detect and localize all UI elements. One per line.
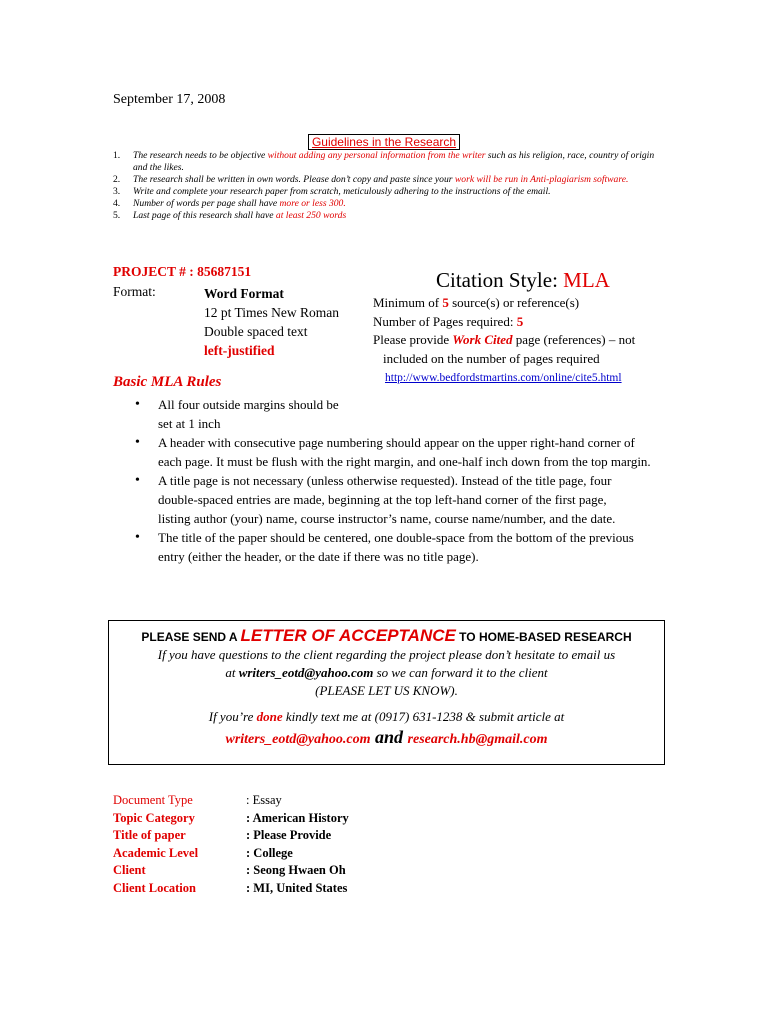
- guideline-number: 5.: [113, 210, 121, 221]
- detail-row: [113, 792, 349, 810]
- mla-rule: • All four outside margins should be set at 1 inch: [135, 395, 350, 433]
- questions-suffix: so we can forward it to the client: [373, 665, 548, 680]
- guideline-text: The research shall be written in own words. Please don’t copy and paste since your: [133, 174, 455, 185]
- guideline-item: [113, 174, 658, 186]
- mla-rule: • The title of the paper should be centered, one double-space from the bottom of the previous entry (either the header, or the date if there was no title page).: [135, 528, 660, 566]
- submit-email-1: writers_eotd@yahoo.com: [225, 732, 371, 747]
- done-prefix: If you’re: [208, 709, 257, 724]
- format-font: 12 pt Times New Roman: [204, 305, 340, 320]
- detail-label: Document Type: [113, 793, 193, 807]
- min-sources-value: 5: [442, 295, 449, 310]
- detail-value: : American History: [246, 810, 349, 825]
- guideline-text: Write and complete your research paper from scratch, meticulously adhering to the instructions of the email.: [133, 186, 551, 197]
- detail-label: Client: [113, 863, 146, 877]
- mla-rules-title: Basic MLA Rules: [113, 374, 222, 390]
- citation-requirements: [373, 294, 693, 388]
- done-suffix: kindly text me at (0917) 631-1238 & submit article at: [282, 709, 565, 724]
- detail-label: Title of paper: [113, 828, 186, 842]
- acceptance-suffix: TO HOME-BASED RESEARCH: [455, 630, 632, 644]
- min-sources-suffix: source(s) or reference(s): [448, 295, 580, 310]
- done-word: done: [256, 709, 283, 724]
- done-note: [109, 709, 664, 725]
- guideline-highlight: without adding any personal information from the writer: [267, 150, 486, 161]
- pages-required-label: Number of Pages required:: [373, 313, 517, 329]
- guideline-number: 1.: [113, 150, 121, 161]
- detail-row: [113, 880, 349, 898]
- guideline-text: Number of words per page shall have: [133, 198, 280, 209]
- pages-required: [373, 313, 693, 332]
- guideline-number: 3.: [113, 186, 121, 197]
- submit-email-2: research.hb@gmail.com: [407, 732, 548, 747]
- guidelines-title: Guidelines in the Research: [308, 134, 460, 150]
- mla-rule: • A title page is not necessary (unless otherwise requested). Instead of the title page, four double-spaced entries are made, beginning at the top left-hand corner of the first page, listing author (your) name, course instructor’s name, course name/number, and the date.: [135, 471, 630, 528]
- detail-label: Client Location: [113, 880, 196, 895]
- detail-label: Academic Level: [113, 845, 199, 860]
- min-sources-label: Minimum of: [373, 295, 443, 310]
- guideline-highlight: at least 250 words: [275, 210, 347, 221]
- citation-guide-link[interactable]: http://www.bedfordstmartins.com/online/cite5.html: [385, 372, 622, 384]
- guideline-number: 2.: [113, 174, 121, 185]
- min-sources: [373, 294, 693, 313]
- guideline-number: 4.: [113, 198, 121, 209]
- submit-emails: [109, 727, 664, 748]
- format-values: [204, 284, 339, 360]
- format-justify: left-justified: [204, 343, 275, 358]
- guideline-highlight: more or less 300.: [279, 198, 346, 209]
- detail-row: [113, 827, 349, 845]
- guideline-item: [113, 186, 658, 198]
- work-cited-suffix: page (references) – not: [512, 332, 636, 347]
- detail-label: Topic Category: [113, 810, 195, 825]
- acceptance-prefix: PLEASE SEND A: [141, 630, 241, 644]
- questions-line: If you have questions to the client regarding the project please don’t hesitate to email us: [157, 647, 616, 662]
- work-cited-note-line2: included on the number of pages required: [383, 350, 600, 366]
- acceptance-notice-box: [108, 620, 665, 765]
- work-cited-note: [373, 331, 693, 350]
- guideline-text: The research needs to be objective: [133, 150, 268, 161]
- pages-required-value: 5: [516, 313, 524, 329]
- detail-row: [113, 810, 349, 828]
- guideline-item: [113, 150, 658, 174]
- letter-of-acceptance: LETTER OF ACCEPTANCE: [240, 626, 456, 645]
- format-label: Format:: [113, 284, 156, 299]
- detail-value: : MI, United States: [246, 880, 348, 895]
- questions-let-us-know: (PLEASE LET US KNOW).: [315, 683, 458, 698]
- project-number: PROJECT # : 85687151: [113, 264, 252, 279]
- detail-value: : Seong Hwaen Oh: [246, 863, 346, 877]
- questions-note: [109, 646, 664, 700]
- work-cited-prefix: Please provide: [373, 332, 453, 347]
- guideline-highlight: work will be run in Anti-plagiarism software.: [454, 174, 629, 185]
- detail-row: [113, 845, 349, 863]
- document-details: [113, 792, 349, 897]
- and-text: and: [370, 727, 408, 747]
- guidelines-list: [113, 150, 658, 222]
- mla-rule: • A header with consecutive page numbering should appear on the upper right-hand corner of each page. It must be flush with the right margin, and one-half inch down from the top margin.: [135, 433, 660, 471]
- guideline-item: [113, 210, 658, 222]
- detail-value: : Please Provide: [246, 828, 332, 842]
- format-spacing: Double spaced text: [204, 324, 308, 339]
- citation-style: [436, 268, 610, 293]
- detail-row: [113, 862, 349, 880]
- work-cited-label: Work Cited: [452, 332, 513, 347]
- questions-at: at: [225, 665, 239, 680]
- guideline-text: Last page of this research shall have: [133, 210, 276, 221]
- document-date: September 17, 2008: [113, 92, 226, 107]
- mla-rules-list: [135, 395, 660, 566]
- questions-email-line: [109, 664, 664, 682]
- citation-style-value: MLA: [563, 268, 610, 292]
- detail-value: : Essay: [246, 793, 282, 807]
- acceptance-request: [109, 626, 664, 646]
- questions-email: writers_eotd@yahoo.com: [238, 665, 374, 680]
- guidelines-heading: [0, 133, 768, 151]
- guideline-text: such as his religion, race, country of origin and the likes.: [133, 150, 655, 173]
- detail-value: : College: [246, 845, 293, 860]
- format-word: Word Format: [204, 286, 284, 301]
- citation-style-label: Citation Style:: [436, 268, 564, 292]
- guideline-item: [113, 198, 658, 210]
